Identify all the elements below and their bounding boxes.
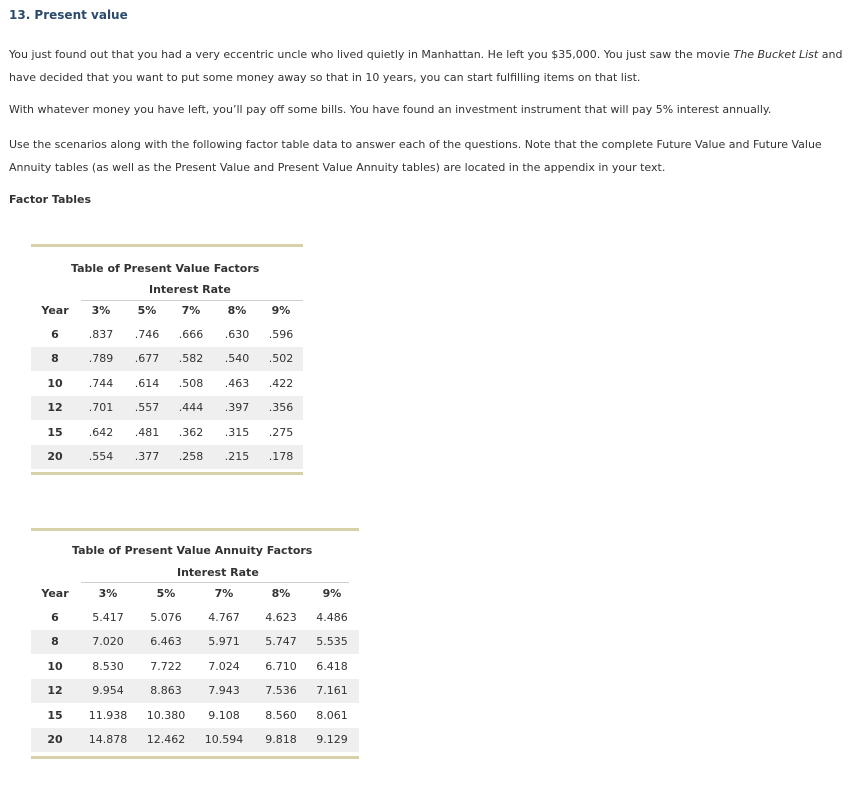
year-cell: 12: [47, 401, 63, 415]
year-cell: 20: [47, 450, 63, 463]
table-row: [31, 630, 359, 654]
factor-cell: 6.418: [316, 659, 348, 673]
factor-cell: 8.560: [265, 708, 297, 722]
factor-cell: .744: [88, 376, 114, 390]
present-value-factors-table: [31, 244, 303, 475]
factor-cell: .596: [268, 328, 294, 341]
factor-cell: .554: [88, 450, 114, 463]
table-row: [31, 372, 303, 396]
table-row: [31, 421, 303, 445]
table-caption: Table of Present Value Factors: [71, 262, 260, 275]
table-row: [31, 728, 359, 752]
factor-cell: 7.722: [150, 659, 182, 673]
table-row: [31, 347, 303, 371]
factor-cell: .444: [178, 401, 204, 415]
table-row: [31, 396, 303, 420]
rate-header-7pct: 7%: [214, 587, 234, 600]
factor-cell: .540: [224, 352, 250, 366]
intro-paragraph-1: [9, 43, 854, 89]
factor-cell: .701: [88, 401, 114, 415]
factor-cell: 7.536: [265, 684, 297, 698]
factor-cell: 11.938: [88, 708, 128, 722]
factor-cell: 8.061: [316, 708, 348, 722]
interest-rate-label: Interest Rate: [177, 566, 259, 579]
question-title: 13. Present value: [9, 8, 128, 22]
year-cell: 8: [51, 635, 59, 649]
factor-cell: 7.020: [92, 635, 124, 649]
year-cell: 20: [47, 733, 63, 746]
rate-header-5pct: 5%: [137, 304, 157, 317]
factor-cell: 4.623: [265, 611, 297, 624]
year-cell: 8: [51, 352, 59, 366]
factor-cell: .508: [178, 376, 204, 390]
factor-cell: .642: [88, 425, 114, 439]
factor-cell: .377: [134, 450, 160, 463]
factor-cell: .178: [268, 450, 294, 463]
factor-cell: .666: [178, 328, 204, 341]
table-header-row: [31, 299, 303, 323]
factor-cell: 7.024: [208, 659, 240, 673]
factor-cell: 10.594: [204, 733, 244, 746]
rate-header-8pct: 8%: [227, 304, 247, 317]
factor-cell: .275: [268, 425, 294, 439]
rate-header-5pct: 5%: [156, 587, 176, 600]
rate-header-9pct: 9%: [322, 587, 342, 600]
table-row: [31, 679, 359, 703]
factor-cell: .315: [224, 425, 250, 439]
year-header: Year: [41, 304, 69, 317]
factor-cell: 10.380: [146, 708, 186, 722]
factor-cell: .397: [224, 401, 250, 415]
table-row: [31, 606, 359, 630]
year-cell: 10: [47, 659, 63, 673]
movie-title: The Bucket List: [733, 48, 819, 61]
factor-cell: .502: [268, 352, 294, 366]
factor-cell: .789: [88, 352, 114, 366]
factor-cell: .258: [178, 450, 204, 463]
year-cell: 12: [47, 684, 63, 698]
factor-cell: 9.108: [208, 708, 240, 722]
factor-cell: .837: [88, 328, 114, 341]
rate-header-9pct: 9%: [271, 304, 291, 317]
rate-header-7pct: 7%: [181, 304, 201, 317]
table-header-row: [31, 582, 359, 606]
year-cell: 15: [47, 708, 63, 722]
intro-text-b: and have decided that you want to put some money away so that in 10 years, you can start fulfilling items on that list.: [9, 48, 843, 84]
factor-cell: 14.878: [88, 733, 128, 746]
factor-cell: 12.462: [146, 733, 186, 746]
year-cell: 10: [47, 376, 63, 390]
factor-cell: 9.818: [265, 733, 297, 746]
factor-cell: .582: [178, 352, 204, 366]
rate-header-3pct: 3%: [91, 304, 111, 317]
table-row: [31, 704, 359, 728]
factor-cell: .422: [268, 376, 294, 390]
factor-cell: 8.530: [92, 659, 124, 673]
factor-cell: 5.747: [265, 635, 297, 649]
year-cell: 6: [51, 611, 59, 624]
factor-cell: .362: [178, 425, 204, 439]
factor-cell: .677: [134, 352, 160, 366]
factor-cell: 6.463: [150, 635, 182, 649]
factor-cell: .356: [268, 401, 294, 415]
factor-cell: 5.535: [316, 635, 348, 649]
factor-cell: 9.954: [92, 684, 124, 698]
factor-cell: .630: [224, 328, 250, 341]
factor-cell: .746: [134, 328, 160, 341]
rate-header-3pct: 3%: [98, 587, 118, 600]
year-header: Year: [41, 587, 69, 600]
rate-header-8pct: 8%: [271, 587, 291, 600]
factor-cell: 5.076: [150, 611, 182, 624]
intro-text-a: You just found out that you had a very eccentric uncle who lived quietly in Manhattan. He left you $35,000. You just saw the movie: [9, 48, 734, 61]
factor-cell: 8.863: [150, 684, 182, 698]
intro-paragraph-3: Use the scenarios along with the following factor table data to answer each of the questions. Note that the complete Future Value and Future Value Annuity tables (as well as the Present Value and Present Value Annuity tables) are located in the appendix in your text.: [9, 138, 822, 174]
year-cell: 6: [51, 328, 59, 341]
factor-cell: .215: [224, 450, 250, 463]
factor-cell: 5.417: [92, 611, 124, 624]
factor-cell: 6.710: [265, 659, 297, 673]
intro-paragraph-2: With whatever money you have left, you’ll pay off some bills. You have found an investment instrument that will pay 5% interest annually.: [9, 103, 772, 116]
factor-tables-heading: Factor Tables: [9, 193, 92, 206]
factor-cell: 4.486: [316, 611, 348, 624]
factor-cell: .557: [134, 401, 160, 415]
table-caption: Table of Present Value Annuity Factors: [72, 544, 313, 557]
factor-cell: 7.161: [316, 684, 348, 698]
interest-rate-label: Interest Rate: [149, 283, 231, 296]
table-row: [31, 445, 303, 469]
factor-cell: 7.943: [208, 684, 240, 698]
present-value-annuity-factors-table: [31, 528, 359, 759]
factor-cell: .614: [134, 376, 160, 390]
factor-cell: 5.971: [208, 635, 240, 649]
factor-cell: 4.767: [208, 611, 240, 624]
year-cell: 15: [47, 425, 63, 439]
table-row: [31, 323, 303, 347]
factor-cell: 9.129: [316, 733, 348, 746]
factor-cell: .463: [224, 376, 250, 390]
factor-cell: .481: [134, 425, 160, 439]
table-row: [31, 655, 359, 679]
